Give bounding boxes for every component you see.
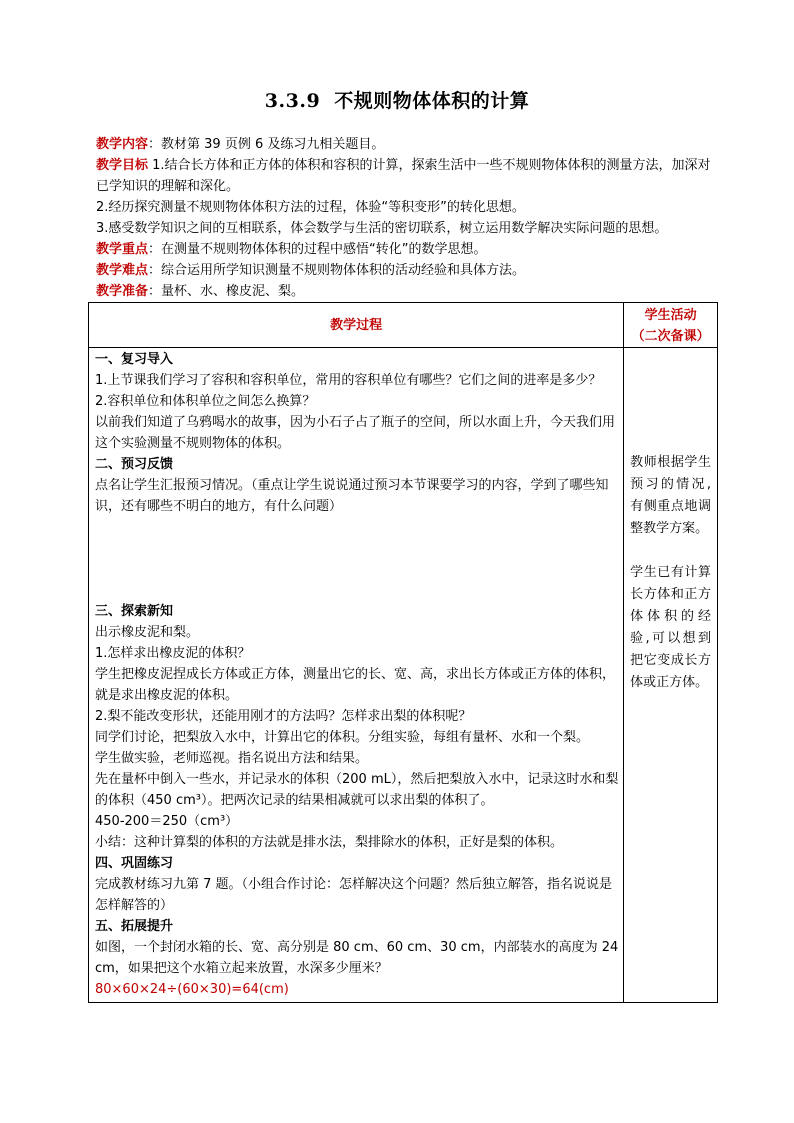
review-text: 以前我们知道了乌鸦喝水的故事，因为小石子占了瓶子的空间，所以水面上升，今天我们用这个实验测量不规则物体的体积。 xyxy=(95,415,616,451)
section-extension-title: 五、拓展提升 xyxy=(95,919,174,934)
prep-line xyxy=(96,281,720,302)
content-text: ：教材第 39 页例 6 及练习九相关题目。 xyxy=(148,137,385,152)
key-line xyxy=(96,239,720,260)
header-process: 教学过程 xyxy=(89,303,624,348)
section-number: 3.3.9 xyxy=(264,90,321,112)
explore-line-3: 学生把橡皮泥捏成长方体或正方体，测量出它的长、宽、高，求出长方体或正方体的体积，就是求出橡皮泥的体积。 xyxy=(95,667,616,703)
explore-line-5: 同学们讨论，把梨放入水中，计算出它的体积。分组实验，每组有量杯、水和一个梨。 xyxy=(95,730,590,745)
key-label: 教学重点 xyxy=(96,242,149,257)
table-body-row xyxy=(89,348,718,1003)
explore-line-1: 出示橡皮泥和梨。 xyxy=(95,625,200,640)
explore-line-2: 1.怎样求出橡皮泥的体积？ xyxy=(95,646,251,661)
spacer xyxy=(95,517,619,559)
difficult-label: 教学难点 xyxy=(96,263,149,278)
difficult-text: ：综合运用所学知识测量不规则物体体积的活动经验和具体方法。 xyxy=(148,263,526,278)
section-preview-title: 二、预习反馈 xyxy=(95,457,174,472)
section-review-title: 一、复习导入 xyxy=(95,352,174,367)
goal-1: 1.结合长方体和正方体的体积和容积的计算，探索生活中一些不规则物体体积的测量方法，加深对已学知识的理解和深化。 xyxy=(96,158,711,194)
goals-label: 教学目标 xyxy=(96,158,149,173)
explore-line-6: 学生做实验，老师巡视。指名说出方法和结果。 xyxy=(95,751,369,766)
process-cell xyxy=(89,348,624,1003)
review-question-1: 1.上节课我们学习了容积和容积单位，常用的容积单位有哪些？它们之间的进率是多少？ xyxy=(95,373,602,388)
activity-note-1: 教师根据学生预习的情况,有侧重点地调整教学方案。 xyxy=(630,455,711,536)
lesson-meta xyxy=(96,134,720,302)
header-activity-line2: （二次备课） xyxy=(631,329,710,344)
difficult-line xyxy=(96,260,720,281)
spacer xyxy=(95,559,619,601)
goal-3: 3.感受数学知识之间的互相联系，体会数学与生活的密切联系，树立运用数学解决实际问题的思想。 xyxy=(96,221,668,236)
goals-line xyxy=(96,155,720,197)
review-question-2: 2.容积单位和体积单位之间怎么换算？ xyxy=(95,394,316,409)
page-title xyxy=(0,86,794,113)
activity-note-2: 学生已有计算长方体和正方体体积的经验,可以想到把它变成长方体或正方体。 xyxy=(630,565,711,690)
practice-text: 完成教材练习九第 7 题。（小组合作讨论：怎样解决这个问题？然后独立解答，指名说说是怎样解答的） xyxy=(95,877,613,913)
explore-line-8: 450-200＝250（cm³） xyxy=(95,814,239,829)
prep-text: ：量杯、水、橡皮泥、梨。 xyxy=(148,284,305,299)
extension-answer: 80×60×24÷(60×30)=64(cm) xyxy=(95,982,289,997)
table-header-row xyxy=(89,303,718,348)
content-label: 教学内容 xyxy=(96,137,149,152)
explore-line-4: 2.梨不能改变形状，还能用刚才的方法吗？怎样求出梨的体积呢？ xyxy=(95,709,472,724)
extension-text: 如图，一个封闭水箱的长、宽、高分别是 80 cm、60 cm、30 cm，内部装水的高度为 24 cm，如果把这个水箱立起来放置，水深多少厘米？ xyxy=(95,940,619,976)
goal-2: 2.经历探究测量不规则物体体积方法的过程，体验“等积变形”的转化思想。 xyxy=(96,200,525,215)
prep-label: 教学准备 xyxy=(96,284,149,299)
section-explore-title: 三、探索新知 xyxy=(95,604,174,619)
header-activity xyxy=(624,303,718,348)
preview-text: 点名让学生汇报预习情况。（重点让学生说说通过预习本节课要学习的内容，学到了哪些知识，还有哪些不明白的地方，有什么问题） xyxy=(95,478,609,514)
explore-summary: 小结：这种计算梨的体积的方法就是排水法，梨排除水的体积，正好是梨的体积。 xyxy=(95,835,564,850)
header-activity-line1: 学生活动 xyxy=(644,308,697,323)
content-line xyxy=(96,134,720,155)
explore-line-7: 先在量杯中倒入一些水，并记录水的体积（200 mL），然后把梨放入水中，记录这时水和梨的体积（450 cm³）。把两次记录的结果相减就可以求出梨的体积了。 xyxy=(95,772,619,808)
section-practice-title: 四、巩固练习 xyxy=(95,856,174,871)
lesson-table xyxy=(88,302,718,1003)
activity-cell xyxy=(624,348,718,1003)
title-text: 不规则物体体积的计算 xyxy=(334,90,530,112)
key-text: ：在测量不规则物体体积的过程中感悟“转化”的数学思想。 xyxy=(148,242,487,257)
